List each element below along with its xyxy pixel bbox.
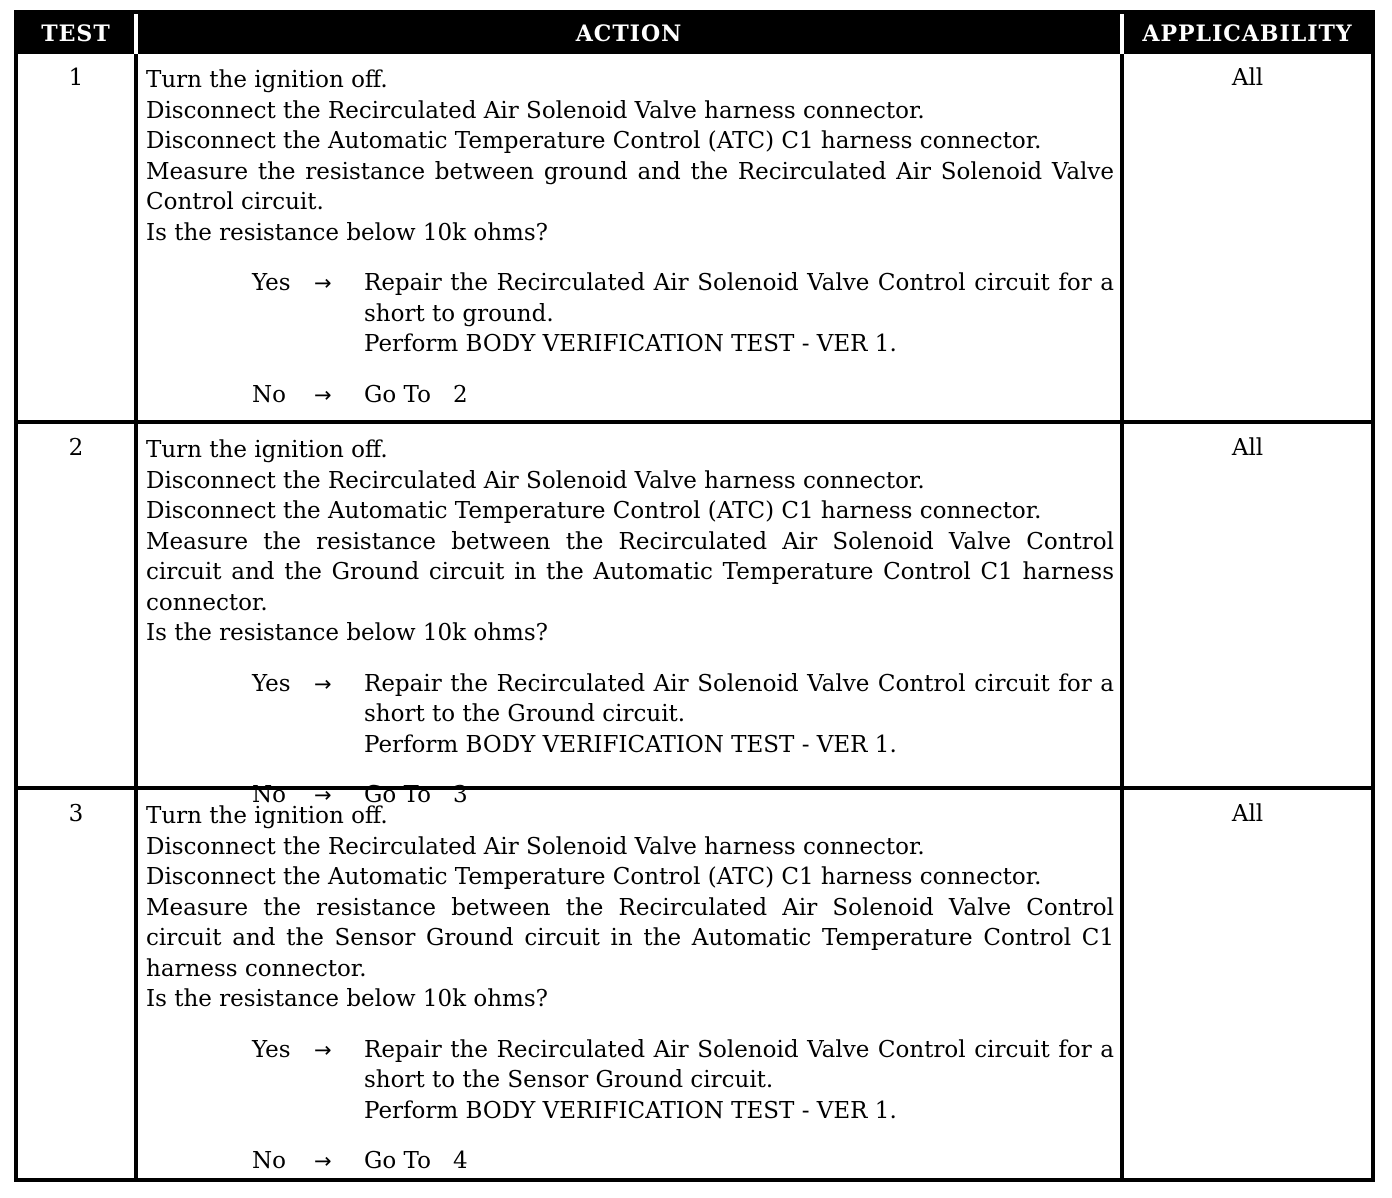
goto-link[interactable]: 3 (452, 782, 468, 808)
yes-verify-text: Perform BODY VERIFICATION TEST - VER 1. (364, 1097, 897, 1124)
yes-verify-text: Perform BODY VERIFICATION TEST - VER 1. (364, 331, 897, 357)
applicability-value: All (1120, 424, 1371, 811)
yes-description (364, 1035, 1114, 1127)
action-question: Is the resistance below 10k ohms? (146, 219, 548, 246)
no-label: No (252, 782, 286, 808)
goto-link[interactable]: 2 (452, 381, 468, 408)
right-arrow-icon: → (314, 382, 332, 407)
action-question: Is the resistance below 10k ohms? (146, 986, 548, 1012)
yes-repair-text: Repair the Recirculated Air Solenoid Valve Control circuit for a short to the Sensor Ground circuit. (364, 1036, 1114, 1093)
action-step: Disconnect the Recirculated Air Solenoid Valve harness connector. (146, 467, 925, 494)
right-arrow-icon: → (314, 1149, 332, 1173)
action-step: Turn the ignition off. (146, 803, 388, 829)
yes-repair-text: Repair the Recirculated Air Solenoid Valve Control circuit for a short to ground. (364, 270, 1114, 327)
action-cell (134, 424, 1120, 811)
table-row-test-3 (18, 786, 1371, 1182)
yes-outcome (146, 1035, 1114, 1127)
table-row-test-1 (18, 54, 1371, 420)
goto-text: Go To (364, 381, 431, 408)
goto-link[interactable]: 4 (452, 1148, 468, 1174)
yes-label: Yes (252, 270, 291, 296)
no-label: No (252, 1148, 286, 1174)
yes-verify-text: Perform BODY VERIFICATION TEST - VER 1. (364, 731, 897, 758)
right-arrow-icon: → (314, 271, 332, 295)
table-row-test-2 (18, 420, 1371, 808)
test-number: 3 (68, 801, 84, 827)
header-action: ACTION (134, 14, 1120, 54)
diagnostic-test-table (14, 10, 1375, 1182)
action-cell (134, 54, 1120, 420)
goto-text: Go To (364, 1148, 431, 1174)
yes-repair-text: Repair the Recirculated Air Solenoid Valve Control circuit for a short to the Ground circuit. (364, 670, 1114, 727)
header-test: TEST (41, 21, 111, 47)
table-header (18, 14, 1371, 54)
yes-outcome (146, 669, 1114, 761)
header-applicability: APPLICABILITY (1120, 14, 1371, 54)
action-step: Disconnect the Automatic Temperature Control (ATC) C1 harness connector. (146, 498, 1042, 524)
right-arrow-icon: → (314, 671, 332, 696)
action-step: Turn the ignition off. (146, 437, 388, 463)
action-step: Disconnect the Recirculated Air Solenoid Valve harness connector. (146, 833, 925, 860)
no-label: No (252, 381, 286, 408)
no-outcome (146, 1146, 1114, 1177)
no-outcome (146, 380, 1114, 411)
action-step: Measure the resistance between ground and the Recirculated Air Solenoid Valve Control circuit. (146, 158, 1114, 215)
yes-description (364, 268, 1114, 360)
yes-outcome (146, 268, 1114, 360)
action-cell (134, 790, 1120, 1182)
yes-description (364, 669, 1114, 761)
action-step: Disconnect the Automatic Temperature Control (ATC) C1 harness connector. (146, 864, 1042, 890)
test-number: 1 (68, 65, 84, 91)
action-step: Turn the ignition off. (146, 67, 388, 93)
action-step: Disconnect the Recirculated Air Solenoid Valve harness connector. (146, 97, 925, 124)
action-step: Measure the resistance between the Recirculated Air Solenoid Valve Control circuit and the Sensor Ground circuit in the Automatic Temperature Control C1 harness connector. (146, 894, 1114, 982)
goto-text: Go To (364, 782, 431, 808)
applicability-value: All (1120, 790, 1371, 1182)
no-description (364, 1146, 1114, 1177)
no-description (364, 380, 1114, 411)
yes-label: Yes (252, 1036, 291, 1063)
action-step: Measure the resistance between the Recirculated Air Solenoid Valve Control circuit and the Ground circuit in the Automatic Temperature Control C1 harness connector. (146, 528, 1114, 616)
yes-label: Yes (252, 670, 291, 697)
applicability-value: All (1120, 54, 1371, 420)
right-arrow-icon: → (314, 783, 332, 807)
right-arrow-icon: → (314, 1037, 332, 1062)
test-number: 2 (68, 435, 84, 461)
action-step: Disconnect the Automatic Temperature Control (ATC) C1 harness connector. (146, 128, 1042, 154)
action-question: Is the resistance below 10k ohms? (146, 620, 548, 646)
